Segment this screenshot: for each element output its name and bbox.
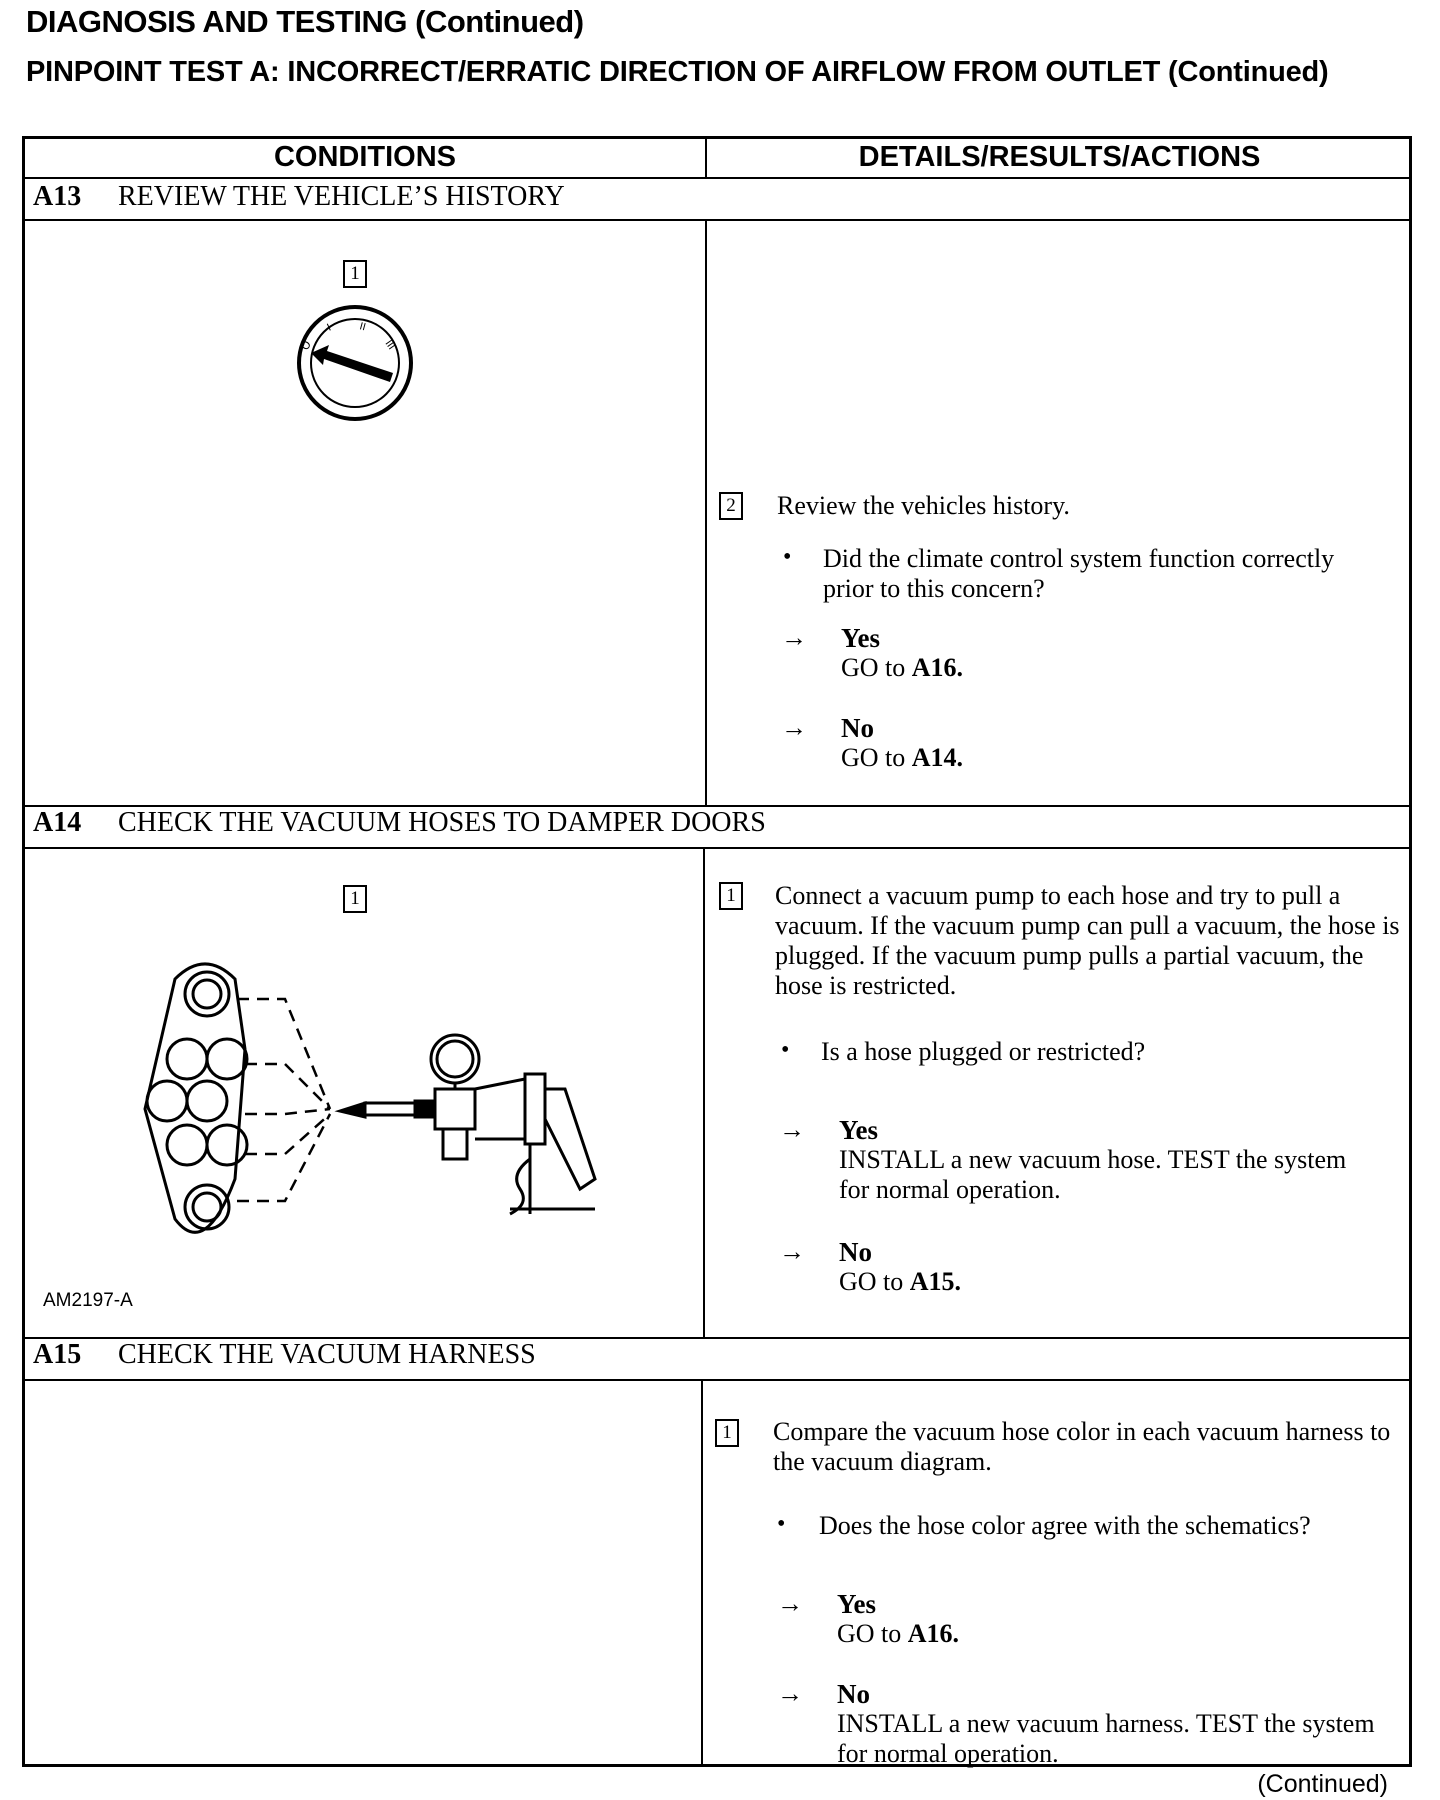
bullet: • xyxy=(777,1511,786,1537)
procedure-table xyxy=(22,136,1412,1767)
no-action: INSTALL a new vacuum harness. TEST the system for normal operation. xyxy=(837,1709,1375,1768)
step-header-a15 xyxy=(33,1339,536,1371)
pinpoint-test-title: PINPOINT TEST A: INCORRECT/ERRATIC DIRECTION OF AIRFLOW FROM OUTLET (Continued) xyxy=(26,56,1329,88)
step-code: A13 xyxy=(33,181,82,212)
svg-text:II: II xyxy=(358,321,367,334)
no-label: No xyxy=(839,1237,872,1267)
arrow-icon: → xyxy=(777,1589,803,1618)
conditions-column-header: CONDITIONS xyxy=(273,141,457,173)
column-divider xyxy=(705,219,707,805)
arrow-icon: → xyxy=(777,1679,803,1708)
rule xyxy=(25,177,1409,179)
action-step-number: 1 xyxy=(715,1419,739,1447)
step-question: Did the climate control system function correctly prior to this concern? xyxy=(823,544,1335,603)
step-question: Is a hose plugged or restricted? xyxy=(821,1037,1146,1066)
step-title: CHECK THE VACUUM HARNESS xyxy=(118,1339,536,1370)
figure-id: AM2197-A xyxy=(43,1290,133,1311)
svg-text:I: I xyxy=(325,322,333,334)
page-title: DIAGNOSIS AND TESTING (Continued) xyxy=(26,4,584,39)
goto-link-a16[interactable]: A16. xyxy=(911,653,964,682)
no-label: No xyxy=(841,713,874,743)
no-action: GO to A14. xyxy=(841,743,964,772)
goto-link-a15[interactable]: A15. xyxy=(909,1267,962,1296)
step-code: A15 xyxy=(33,1339,82,1370)
arrow-icon: → xyxy=(779,1115,805,1144)
svg-text:O: O xyxy=(298,338,314,353)
step-question: Does the hose color agree with the schematics? xyxy=(819,1511,1311,1540)
yes-action: GO to A16. xyxy=(837,1619,960,1648)
details-column-header: DETAILS/RESULTS/ACTIONS xyxy=(858,141,1261,173)
figure-step-number: 1 xyxy=(343,885,367,913)
step-header-a14 xyxy=(33,807,766,839)
no-label: No xyxy=(837,1679,870,1709)
action-step-number: 1 xyxy=(719,882,743,910)
goto-link-a14[interactable]: A14. xyxy=(911,743,964,772)
arrow-icon: → xyxy=(779,1237,805,1266)
vacuum-pump-icon xyxy=(125,939,685,1279)
yes-label: Yes xyxy=(841,623,880,653)
continued-footer: (Continued) xyxy=(1257,1770,1388,1798)
rule xyxy=(25,219,1409,221)
step-title: CHECK THE VACUUM HOSES TO DAMPER DOORS xyxy=(118,807,766,838)
yes-action: GO to A16. xyxy=(841,653,964,682)
step-instruction: Connect a vacuum pump to each hose and try to pull a vacuum. If the vacuum pump can pull a vacuum, the hose is plugged. If the vacuum pump pulls a partial vacuum, the hose is restricted. xyxy=(775,881,1400,1000)
yes-action: INSTALL a new vacuum hose. TEST the system for normal operation. xyxy=(839,1145,1347,1204)
step-header-a13 xyxy=(33,181,565,213)
bullet: • xyxy=(781,1037,790,1063)
step-title: REVIEW THE VEHICLE’S HISTORY xyxy=(118,181,565,212)
svg-text:III: III xyxy=(382,338,397,352)
arrow-icon: → xyxy=(781,623,807,652)
step-instruction: Compare the vacuum hose color in each vacuum harness to the vacuum diagram. xyxy=(773,1417,1391,1476)
column-divider xyxy=(705,139,707,177)
column-divider xyxy=(703,847,705,1337)
action-step-number: 2 xyxy=(719,492,743,520)
arrow-icon: → xyxy=(781,713,807,742)
bullet: • xyxy=(783,544,792,570)
column-divider xyxy=(701,1379,703,1767)
yes-label: Yes xyxy=(837,1589,876,1619)
no-action: GO to A15. xyxy=(839,1267,962,1296)
goto-link-a16[interactable]: A16. xyxy=(907,1619,960,1648)
ignition-switch-icon xyxy=(293,303,423,423)
rule xyxy=(25,847,1409,849)
step-code: A14 xyxy=(33,807,82,838)
rule xyxy=(25,1379,1409,1381)
figure-step-number: 1 xyxy=(343,260,367,288)
yes-label: Yes xyxy=(839,1115,878,1145)
step-instruction: Review the vehicles history. xyxy=(777,491,1070,520)
